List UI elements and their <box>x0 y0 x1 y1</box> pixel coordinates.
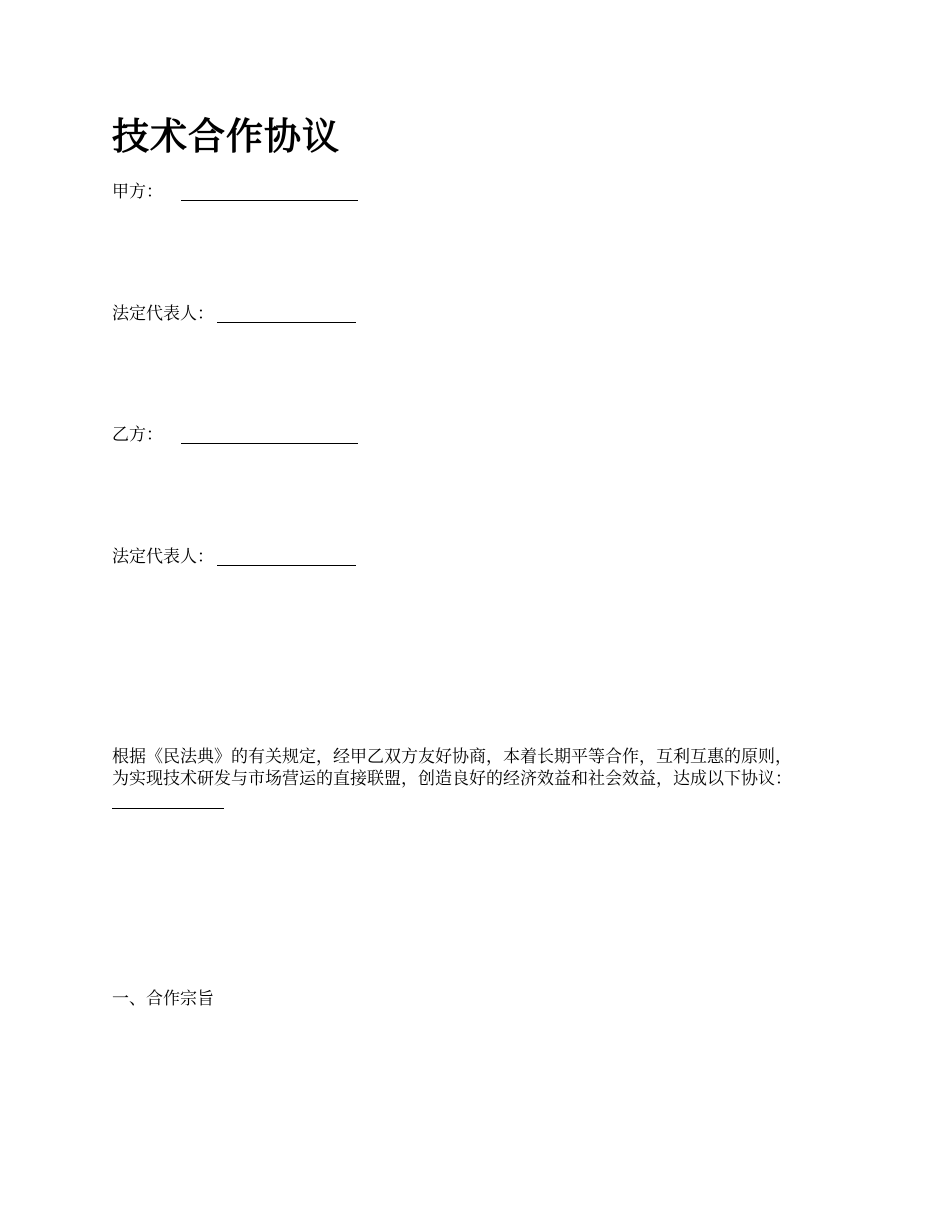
preamble-line-1: 根据《民法典》的有关规定，经甲乙双方友好协商，本着长期平等合作，互利互惠的原则， <box>112 747 792 767</box>
preamble-paragraph <box>112 746 872 809</box>
party-a-representative-blank-line <box>217 304 356 323</box>
party-b-representative-label: 法定代表人： <box>112 547 214 567</box>
preamble-line-2: 为实现技术研发与市场营运的直接联盟，创造良好的经济效益和社会效益，达成以下协议： <box>112 769 792 789</box>
party-a-representative-field <box>112 303 356 325</box>
party-b-representative-field <box>112 546 356 568</box>
party-a-label: 甲方： <box>112 182 163 202</box>
preamble-blank-line <box>112 790 224 809</box>
party-b-blank-line <box>181 425 358 444</box>
party-a-blank-line <box>181 182 358 201</box>
party-b-field <box>112 424 358 446</box>
party-a-representative-label: 法定代表人： <box>112 304 214 324</box>
document-title: 技术合作协议 <box>112 114 340 158</box>
section-heading-cooperation-purpose: 一、合作宗旨 <box>112 989 214 1009</box>
party-a-field <box>112 181 358 203</box>
party-b-label: 乙方： <box>112 425 163 445</box>
party-b-representative-blank-line <box>217 547 356 566</box>
